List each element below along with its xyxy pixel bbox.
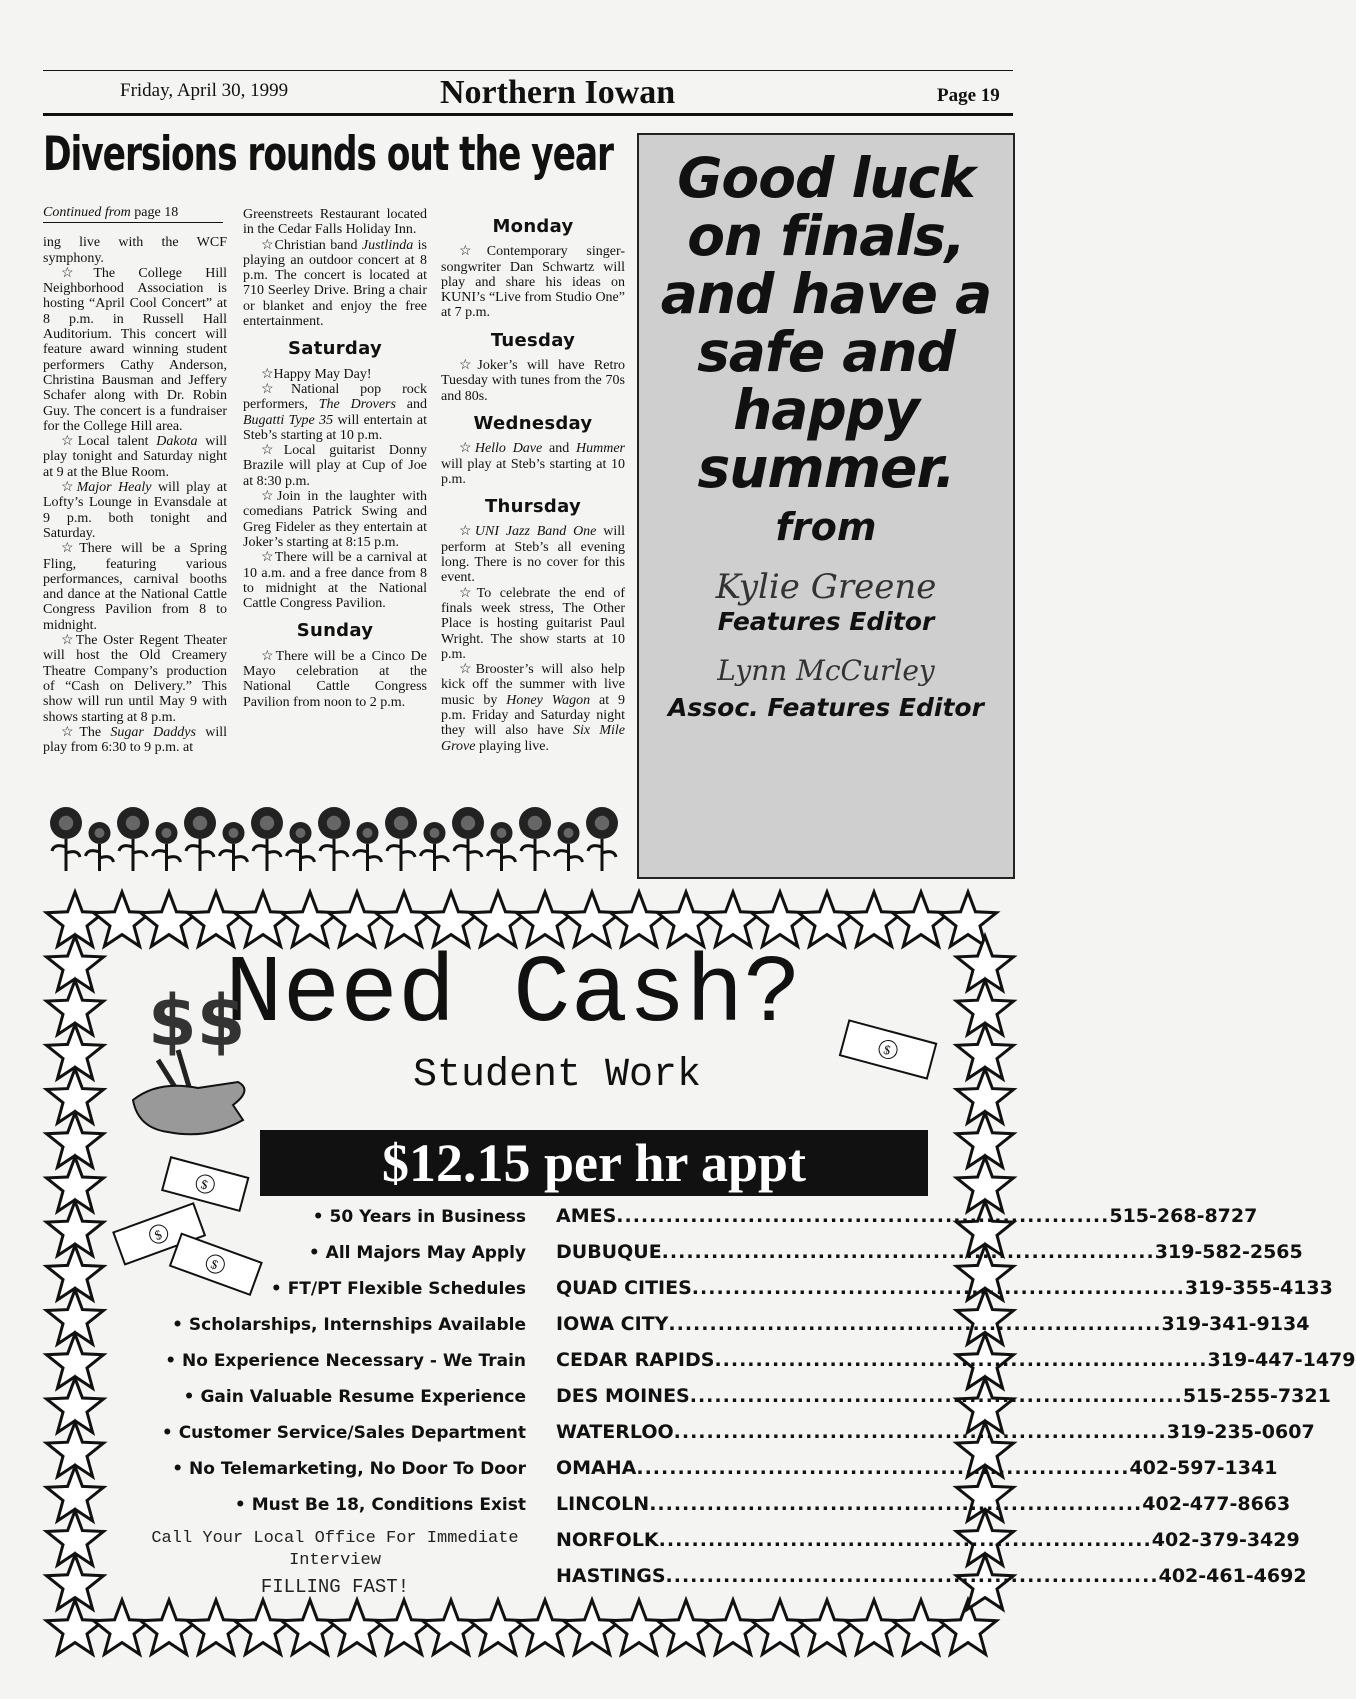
star-icon bbox=[94, 892, 151, 946]
star-icon bbox=[611, 1600, 668, 1654]
flower-icon bbox=[318, 807, 350, 871]
listing-text: ☆Local talent bbox=[61, 434, 157, 450]
office-phone: 319-355-4133 bbox=[1184, 1277, 1333, 1299]
office-listing bbox=[556, 1241, 1303, 1263]
features-editor-title: Features Editor bbox=[717, 607, 935, 636]
event-listing bbox=[243, 367, 427, 382]
listing-text: ☆Brooster’s will also help kick off the summer with live music by bbox=[441, 662, 625, 708]
star-icon bbox=[282, 892, 339, 946]
office-city: AMES bbox=[556, 1205, 617, 1227]
event-name: Justlinda bbox=[361, 237, 414, 253]
event-name: The Drovers bbox=[318, 397, 396, 413]
good-luck-line: on finals, bbox=[687, 204, 965, 268]
star-icon bbox=[564, 1600, 621, 1654]
svg-text:$: $ bbox=[208, 1256, 221, 1273]
headline: Diversions rounds out the year bbox=[43, 127, 613, 182]
event-name: Bugatti Type 35 bbox=[243, 412, 334, 428]
signature-lynn-mccurley: Lynn McCurley bbox=[717, 654, 935, 687]
event-name: Major Healy bbox=[76, 480, 152, 496]
listing-text: ☆Join in the laughter with comedians Patrick Swing and Greg Fideler as they entertain at Joker’s starting at 8:15 p.m. bbox=[243, 489, 427, 550]
listing-text: will play at Lofty’s Lounge in Evansdale at 9 p.m. both tonight and Saturday. bbox=[43, 480, 227, 541]
star-icon bbox=[658, 892, 715, 946]
good-luck-line: summer. bbox=[697, 436, 955, 500]
event-listing bbox=[43, 725, 227, 756]
event-listing bbox=[43, 541, 227, 633]
listing-text: playing live. bbox=[475, 738, 549, 754]
flower-icon bbox=[421, 822, 449, 871]
star-icon bbox=[752, 892, 809, 946]
ad-subhead: Student Work bbox=[413, 1053, 702, 1098]
leader-dots: ............................................................ bbox=[665, 1565, 1159, 1587]
day-heading-tuesday: Tuesday bbox=[490, 329, 576, 351]
event-listing bbox=[441, 662, 625, 754]
office-phone: 515-268-8727 bbox=[1109, 1205, 1258, 1227]
dollar-bill-icon bbox=[168, 1235, 263, 1295]
office-city: LINCOLN bbox=[556, 1493, 650, 1515]
star-icon bbox=[188, 892, 245, 946]
flower-icon bbox=[555, 822, 583, 871]
office-listing bbox=[556, 1277, 1333, 1299]
ad-benefit: • Customer Service/Sales Department bbox=[161, 1423, 526, 1443]
flower-icon bbox=[153, 822, 181, 871]
event-listing bbox=[441, 586, 625, 662]
office-city: CEDAR RAPIDS bbox=[556, 1349, 715, 1371]
office-phone: 402-597-1341 bbox=[1129, 1457, 1278, 1479]
continued-label: Continued from bbox=[43, 205, 131, 220]
star-icon bbox=[94, 1600, 151, 1654]
hand-holding-money-icon bbox=[128, 970, 268, 1140]
from-label: from bbox=[775, 505, 877, 549]
star-icon bbox=[423, 892, 480, 946]
star-icon bbox=[141, 1600, 198, 1654]
flower-icon bbox=[586, 807, 618, 871]
event-listing bbox=[243, 550, 427, 611]
event-listing bbox=[441, 441, 625, 487]
star-icon bbox=[235, 1600, 292, 1654]
call-line-1: Call Your Local Office For Immediate bbox=[151, 1529, 519, 1548]
event-listing bbox=[243, 382, 427, 443]
office-city: HASTINGS bbox=[556, 1565, 666, 1587]
listing-text: ☆ bbox=[459, 441, 475, 457]
assoc-features-editor-title: Assoc. Features Editor bbox=[668, 693, 984, 722]
listing-text: ☆Christian band bbox=[261, 237, 362, 253]
office-city: NORFOLK bbox=[556, 1529, 659, 1551]
flower-icon bbox=[117, 807, 149, 871]
office-listing bbox=[556, 1529, 1300, 1551]
event-listing bbox=[43, 633, 227, 725]
star-icon bbox=[376, 892, 433, 946]
star-icon bbox=[893, 892, 950, 946]
event-listing bbox=[243, 489, 427, 550]
star-icon bbox=[376, 1600, 433, 1654]
office-city: DES MOINES bbox=[556, 1385, 690, 1407]
listing-text: ing live with the WCF symphony. bbox=[43, 235, 227, 266]
flower-icon bbox=[488, 822, 516, 871]
good-luck-line: Good luck bbox=[677, 146, 975, 210]
listing-text: ☆Joker’s will have Retro Tuesday with tunes from the 70s and 80s. bbox=[441, 358, 625, 404]
star-icon bbox=[47, 1600, 104, 1654]
day-heading-monday: Monday bbox=[492, 216, 574, 237]
day-heading-saturday: Saturday bbox=[287, 338, 383, 360]
listing-text: ☆Local guitarist Donny Brazile will play at Cup of Joe at 8:30 p.m. bbox=[243, 443, 427, 489]
star-icon bbox=[799, 1600, 856, 1654]
office-phone: 402-477-8663 bbox=[1142, 1493, 1291, 1515]
leader-dots: ............................................................ bbox=[691, 1277, 1185, 1299]
listing-text: and bbox=[542, 441, 576, 457]
listing-text: will perform at Steb’s all evening long. There is no cover for this event. bbox=[441, 524, 625, 586]
listing-text: will play tonight and Saturday night at 9 at the Blue Room. bbox=[43, 434, 227, 480]
event-listing bbox=[243, 207, 427, 238]
office-phone: 319-341-9134 bbox=[1161, 1313, 1310, 1335]
office-city: DUBUQUE bbox=[556, 1241, 662, 1263]
office-phone: 402-461-4692 bbox=[1158, 1565, 1307, 1587]
office-city: IOWA CITY bbox=[556, 1313, 669, 1335]
leader-dots: ............................................................ bbox=[636, 1457, 1130, 1479]
header-bottom-rule bbox=[43, 113, 1013, 116]
office-listing bbox=[556, 1313, 1310, 1335]
event-name: Honey Wagon bbox=[506, 692, 591, 708]
office-listing bbox=[556, 1385, 1331, 1407]
ad-benefit: • No Telemarketing, No Door To Door bbox=[172, 1459, 526, 1479]
ad-benefit: • 50 Years in Business bbox=[312, 1207, 526, 1227]
office-listing bbox=[556, 1205, 1258, 1227]
masthead: Northern Iowan bbox=[440, 74, 676, 111]
star-icon bbox=[846, 1600, 903, 1654]
listing-text: ☆The College Hill Neighborhood Association is hosting “April Cool Concert” at 8 p.m. in Russell Hall Auditorium. This concert will feature award winning student performers Cathy Anderson, Christina Bausman and Jeffery Schafer along with Dr. Robin Guy. The concert is a fundraiser for the College Hill area. bbox=[43, 265, 227, 434]
star-icon bbox=[799, 892, 856, 946]
leader-dots: ............................................................ bbox=[649, 1493, 1143, 1515]
office-listing bbox=[556, 1457, 1278, 1479]
star-icon bbox=[658, 1600, 715, 1654]
ad-benefit: • Must Be 18, Conditions Exist bbox=[234, 1495, 526, 1515]
ad-headline: Need Cash? bbox=[225, 940, 802, 1049]
leader-dots: ............................................................ bbox=[616, 1205, 1110, 1227]
office-phone: 515-255-7321 bbox=[1182, 1385, 1331, 1407]
flower-icon bbox=[86, 822, 114, 871]
flower-icon bbox=[251, 807, 283, 871]
flower-icon bbox=[519, 807, 551, 871]
star-icon bbox=[470, 1600, 527, 1654]
listing-text: Greenstreets Restaurant located in the Cedar Falls Holiday Inn. bbox=[243, 207, 427, 238]
star-icon bbox=[940, 892, 997, 946]
svg-text:$: $ bbox=[199, 1176, 210, 1193]
star-icon bbox=[282, 1600, 339, 1654]
office-listing bbox=[556, 1349, 1356, 1371]
star-icon bbox=[705, 892, 762, 946]
flower-icon bbox=[354, 822, 382, 871]
star-icon bbox=[188, 1600, 245, 1654]
leader-dots: ............................................................ bbox=[661, 1241, 1155, 1263]
listing-text: ☆There will be a carnival at 10 a.m. and a free dance from 8 to midnight at the National Cattle Congress Pavilion. bbox=[243, 550, 427, 612]
flower-icon bbox=[50, 807, 82, 871]
event-name: Hello Dave bbox=[474, 441, 543, 457]
event-listing bbox=[441, 244, 625, 320]
leader-dots: ............................................................ bbox=[658, 1529, 1152, 1551]
event-listing bbox=[243, 238, 427, 330]
office-listing bbox=[556, 1421, 1315, 1443]
listing-text: ☆The bbox=[61, 724, 111, 740]
day-heading-wednesday: Wednesday bbox=[473, 412, 593, 434]
office-phone: 319-582-2565 bbox=[1154, 1241, 1303, 1263]
event-listing bbox=[243, 443, 427, 489]
office-city: QUAD CITIES bbox=[556, 1277, 692, 1299]
listing-text: ☆ bbox=[61, 480, 77, 496]
ad-benefit: • Gain Valuable Resume Experience bbox=[183, 1387, 526, 1407]
svg-text:$: $ bbox=[152, 1226, 164, 1243]
star-icon bbox=[564, 892, 621, 946]
svg-text:$: $ bbox=[882, 1041, 893, 1058]
star-icon bbox=[752, 1600, 809, 1654]
issue-date: Friday, April 30, 1999 bbox=[120, 80, 289, 101]
event-listing bbox=[43, 235, 227, 266]
star-icon bbox=[235, 892, 292, 946]
flower-border-decoration bbox=[48, 805, 628, 875]
flower-icon bbox=[287, 822, 315, 871]
continued-from bbox=[43, 205, 223, 223]
event-name: Hummer bbox=[576, 441, 625, 457]
star-icon bbox=[517, 892, 574, 946]
good-luck-line: and have a bbox=[660, 262, 992, 326]
event-name: Dakota bbox=[156, 434, 198, 450]
event-listing bbox=[43, 434, 227, 480]
star-icon bbox=[470, 892, 527, 946]
dollar-bill-icon bbox=[835, 1020, 945, 1080]
listing-text: ☆Happy May Day! bbox=[261, 366, 372, 382]
header-top-rule bbox=[43, 70, 1013, 71]
flower-icon bbox=[385, 807, 417, 871]
day-heading-thursday: Thursday bbox=[484, 496, 582, 518]
listing-text: ☆ bbox=[459, 524, 475, 540]
event-name: Sugar Daddys bbox=[110, 724, 196, 740]
page-number: Page 19 bbox=[937, 85, 1000, 106]
good-luck-line: safe and bbox=[697, 320, 955, 384]
good-luck-box bbox=[637, 133, 1015, 879]
article-column-1 bbox=[43, 205, 227, 755]
listing-text: ☆There will be a Cinco De Mayo celebration at the National Cattle Congress Pavilion from noon to 2 p.m. bbox=[243, 648, 427, 710]
event-listing bbox=[243, 649, 427, 710]
office-phone: 319-235-0607 bbox=[1166, 1421, 1315, 1443]
office-city: WATERLOO bbox=[556, 1421, 674, 1443]
listing-text: ☆Contemporary singer-songwriter Dan Schwartz will play and share his ideas on KUNI’s “Live from Studio One” at 7 p.m. bbox=[441, 244, 625, 321]
event-name: Six Mile Grove bbox=[441, 723, 625, 754]
good-luck-line: happy bbox=[733, 378, 919, 442]
star-icon bbox=[329, 892, 386, 946]
office-listing bbox=[556, 1493, 1291, 1515]
listing-text: will play from 6:30 to 9 p.m. at bbox=[43, 724, 227, 756]
office-city: OMAHA bbox=[556, 1457, 637, 1479]
office-listing bbox=[556, 1565, 1307, 1587]
article-column-3 bbox=[441, 207, 625, 754]
listing-text: will entertain at Steb’s starting at 10 p.m. bbox=[243, 412, 427, 443]
listing-text: and bbox=[395, 397, 427, 413]
leader-dots: ............................................................ bbox=[714, 1349, 1208, 1371]
leader-dots: ............................................................ bbox=[673, 1421, 1167, 1443]
ad-benefit: • No Experience Necessary - We Train bbox=[165, 1351, 526, 1371]
star-icon bbox=[517, 1600, 574, 1654]
star-icon bbox=[141, 892, 198, 946]
flower-icon bbox=[220, 822, 248, 871]
leader-dots: ............................................................ bbox=[689, 1385, 1183, 1407]
pay-rate-banner: $12.15 per hr appt bbox=[260, 1130, 928, 1196]
listing-text: ☆National pop rock performers, bbox=[243, 381, 427, 413]
star-icon bbox=[846, 892, 903, 946]
flower-icon bbox=[184, 807, 216, 871]
listing-text: ☆To celebrate the end of finals week stress, The Other Place is hosting guitarist Paul Wright. The show starts at 10 p.m. bbox=[441, 585, 625, 662]
event-listing bbox=[441, 358, 625, 404]
continued-page: page 18 bbox=[130, 205, 179, 220]
star-icon bbox=[611, 892, 668, 946]
ad-benefit: • All Majors May Apply bbox=[308, 1243, 526, 1263]
leader-dots: ............................................................ bbox=[668, 1313, 1162, 1335]
star-icon bbox=[423, 1600, 480, 1654]
call-instructions bbox=[140, 1528, 530, 1598]
office-phone: 402-379-3429 bbox=[1151, 1529, 1300, 1551]
svg-text:$$: $$ bbox=[148, 980, 246, 1062]
star-icon bbox=[893, 1600, 950, 1654]
article-column-2 bbox=[243, 207, 427, 710]
event-name: UNI Jazz Band One bbox=[474, 524, 597, 540]
listing-text: will play at Steb’s starting at 10 p.m. bbox=[441, 456, 625, 487]
listing-text: is playing an outdoor concert at 8 p.m. The concert is located at 710 Seerley Drive. Bring a chair or blanket and enjoy the free entertainment. bbox=[243, 237, 427, 330]
ad-benefit: • Scholarships, Internships Available bbox=[172, 1315, 526, 1335]
signature-kylie-greene: Kylie Greene bbox=[715, 567, 937, 607]
event-listing bbox=[43, 266, 227, 434]
filling-fast: FILLING FAST! bbox=[260, 1576, 410, 1598]
event-listing bbox=[43, 480, 227, 541]
office-phone: 319-447-1479 bbox=[1207, 1349, 1356, 1371]
call-line-2: Interview bbox=[289, 1551, 381, 1570]
flower-icon bbox=[452, 807, 484, 871]
star-icon bbox=[705, 1600, 762, 1654]
ad-benefit: • FT/PT Flexible Schedules bbox=[270, 1279, 526, 1299]
event-listing bbox=[441, 524, 625, 585]
star-icon bbox=[329, 1600, 386, 1654]
listing-text: ☆There will be a Spring Fling, featuring various performances, carnival booths and dance at the National Cattle Congress Pavilion from 8 to midnight. bbox=[43, 541, 227, 633]
listing-text: at 9 p.m. Friday and Saturday night they will also have bbox=[441, 692, 625, 739]
day-heading-sunday: Sunday bbox=[296, 620, 374, 642]
listing-text: ☆The Oster Regent Theater will host the Old Creamery Theatre Company’s production of “Cash on Delivery.” This show will run until May 9 with shows starting at 8 p.m. bbox=[43, 633, 227, 725]
